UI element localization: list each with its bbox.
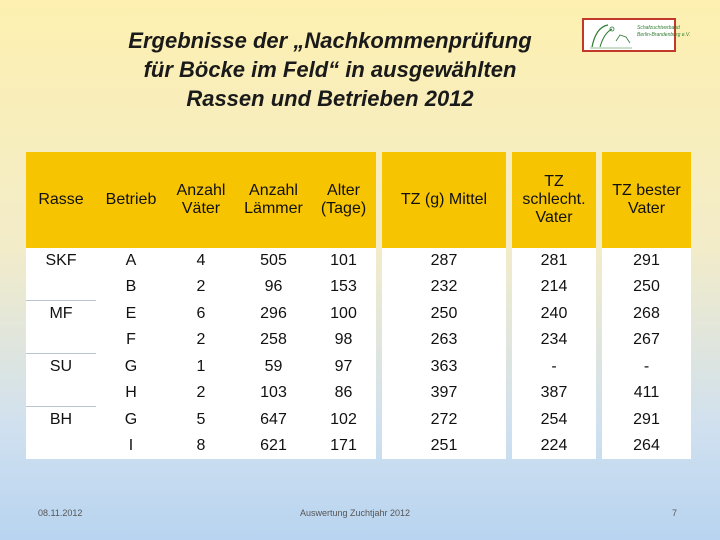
logo-line-1: Schafzuchtverband <box>637 25 680 31</box>
cell-rasse: SKF <box>26 248 96 274</box>
cell-alter: 102 <box>311 407 376 434</box>
table-row <box>26 407 691 434</box>
cell-tz-schlecht: 234 <box>512 327 596 354</box>
header-laemmer: Anzahl Lämmer <box>236 152 311 248</box>
cell-vaeter: 6 <box>166 301 236 328</box>
cell-laemmer: 96 <box>236 274 311 301</box>
header-rasse: Rasse <box>26 152 96 248</box>
title-line-1: Ergebnisse der „Nachkommenprüfung <box>128 28 532 53</box>
cell-tz-mittel: 272 <box>382 407 506 434</box>
cell-tz-schlecht: 224 <box>512 433 596 459</box>
cell-rasse <box>26 433 96 459</box>
sheep-logo-icon <box>586 21 636 51</box>
table-header-row <box>26 152 691 248</box>
cell-alter: 98 <box>311 327 376 354</box>
table-row <box>26 354 691 381</box>
cell-rasse <box>26 380 96 407</box>
cell-tz-bester: 264 <box>602 433 691 459</box>
logo-text <box>637 25 690 39</box>
cell-tz-bester: 267 <box>602 327 691 354</box>
association-logo <box>582 18 691 52</box>
table-row <box>26 380 691 407</box>
cell-vaeter: 2 <box>166 327 236 354</box>
cell-vaeter: 2 <box>166 380 236 407</box>
cell-tz-schlecht: 240 <box>512 301 596 328</box>
cell-betrieb: I <box>96 433 166 459</box>
cell-tz-bester: 291 <box>602 407 691 434</box>
cell-vaeter: 5 <box>166 407 236 434</box>
results-table-container <box>26 152 691 459</box>
cell-tz-mittel: 251 <box>382 433 506 459</box>
table-row <box>26 433 691 459</box>
cell-alter: 86 <box>311 380 376 407</box>
cell-alter: 171 <box>311 433 376 459</box>
cell-laemmer: 505 <box>236 248 311 274</box>
header-alter: Alter (Tage) <box>311 152 376 248</box>
cell-laemmer: 103 <box>236 380 311 407</box>
cell-laemmer: 258 <box>236 327 311 354</box>
table-row <box>26 274 691 301</box>
cell-tz-mittel: 363 <box>382 354 506 381</box>
cell-alter: 153 <box>311 274 376 301</box>
cell-laemmer: 621 <box>236 433 311 459</box>
cell-tz-schlecht: 214 <box>512 274 596 301</box>
cell-vaeter: 4 <box>166 248 236 274</box>
title-line-3: Rassen und Betrieben 2012 <box>186 86 474 111</box>
cell-tz-mittel: 250 <box>382 301 506 328</box>
cell-tz-bester: 411 <box>602 380 691 407</box>
results-table <box>26 152 691 459</box>
cell-rasse: SU <box>26 354 96 381</box>
slide-title <box>60 26 600 113</box>
cell-alter: 100 <box>311 301 376 328</box>
header-vaeter: Anzahl Väter <box>166 152 236 248</box>
cell-rasse <box>26 274 96 301</box>
cell-betrieb: A <box>96 248 166 274</box>
cell-tz-mittel: 263 <box>382 327 506 354</box>
cell-rasse: MF <box>26 301 96 328</box>
footer-center: Auswertung Zuchtjahr 2012 <box>300 508 411 518</box>
cell-tz-schlecht: 281 <box>512 248 596 274</box>
table-row <box>26 327 691 354</box>
cell-alter: 101 <box>311 248 376 274</box>
cell-tz-schlecht: 254 <box>512 407 596 434</box>
cell-vaeter: 1 <box>166 354 236 381</box>
footer-page-number: 7 <box>672 508 678 518</box>
cell-tz-mittel: 397 <box>382 380 506 407</box>
cell-betrieb: E <box>96 301 166 328</box>
cell-tz-bester: - <box>602 354 691 381</box>
cell-laemmer: 296 <box>236 301 311 328</box>
table-row <box>26 301 691 328</box>
cell-tz-schlecht: - <box>512 354 596 381</box>
cell-rasse: BH <box>26 407 96 434</box>
cell-tz-mittel: 232 <box>382 274 506 301</box>
cell-betrieb: F <box>96 327 166 354</box>
cell-vaeter: 8 <box>166 433 236 459</box>
cell-tz-schlecht: 387 <box>512 380 596 407</box>
cell-tz-bester: 291 <box>602 248 691 274</box>
cell-laemmer: 59 <box>236 354 311 381</box>
table-row <box>26 248 691 274</box>
cell-betrieb: G <box>96 354 166 381</box>
cell-rasse <box>26 327 96 354</box>
cell-tz-bester: 268 <box>602 301 691 328</box>
cell-betrieb: G <box>96 407 166 434</box>
header-tz-schlecht: TZ schlecht. Vater <box>512 152 596 248</box>
table-body <box>26 248 691 459</box>
cell-tz-mittel: 287 <box>382 248 506 274</box>
header-tz-mittel: TZ (g) Mittel <box>382 152 506 248</box>
cell-alter: 97 <box>311 354 376 381</box>
header-betrieb: Betrieb <box>96 152 166 248</box>
cell-laemmer: 647 <box>236 407 311 434</box>
cell-betrieb: B <box>96 274 166 301</box>
title-line-2: für Böcke im Feld“ in ausgewählten <box>143 57 517 82</box>
header-tz-bester: TZ bester Vater <box>602 152 691 248</box>
cell-vaeter: 2 <box>166 274 236 301</box>
logo-line-2: Berlin-Brandenburg e.V. <box>637 32 691 38</box>
footer-date: 08.11.2012 <box>38 508 83 518</box>
cell-betrieb: H <box>96 380 166 407</box>
cell-tz-bester: 250 <box>602 274 691 301</box>
